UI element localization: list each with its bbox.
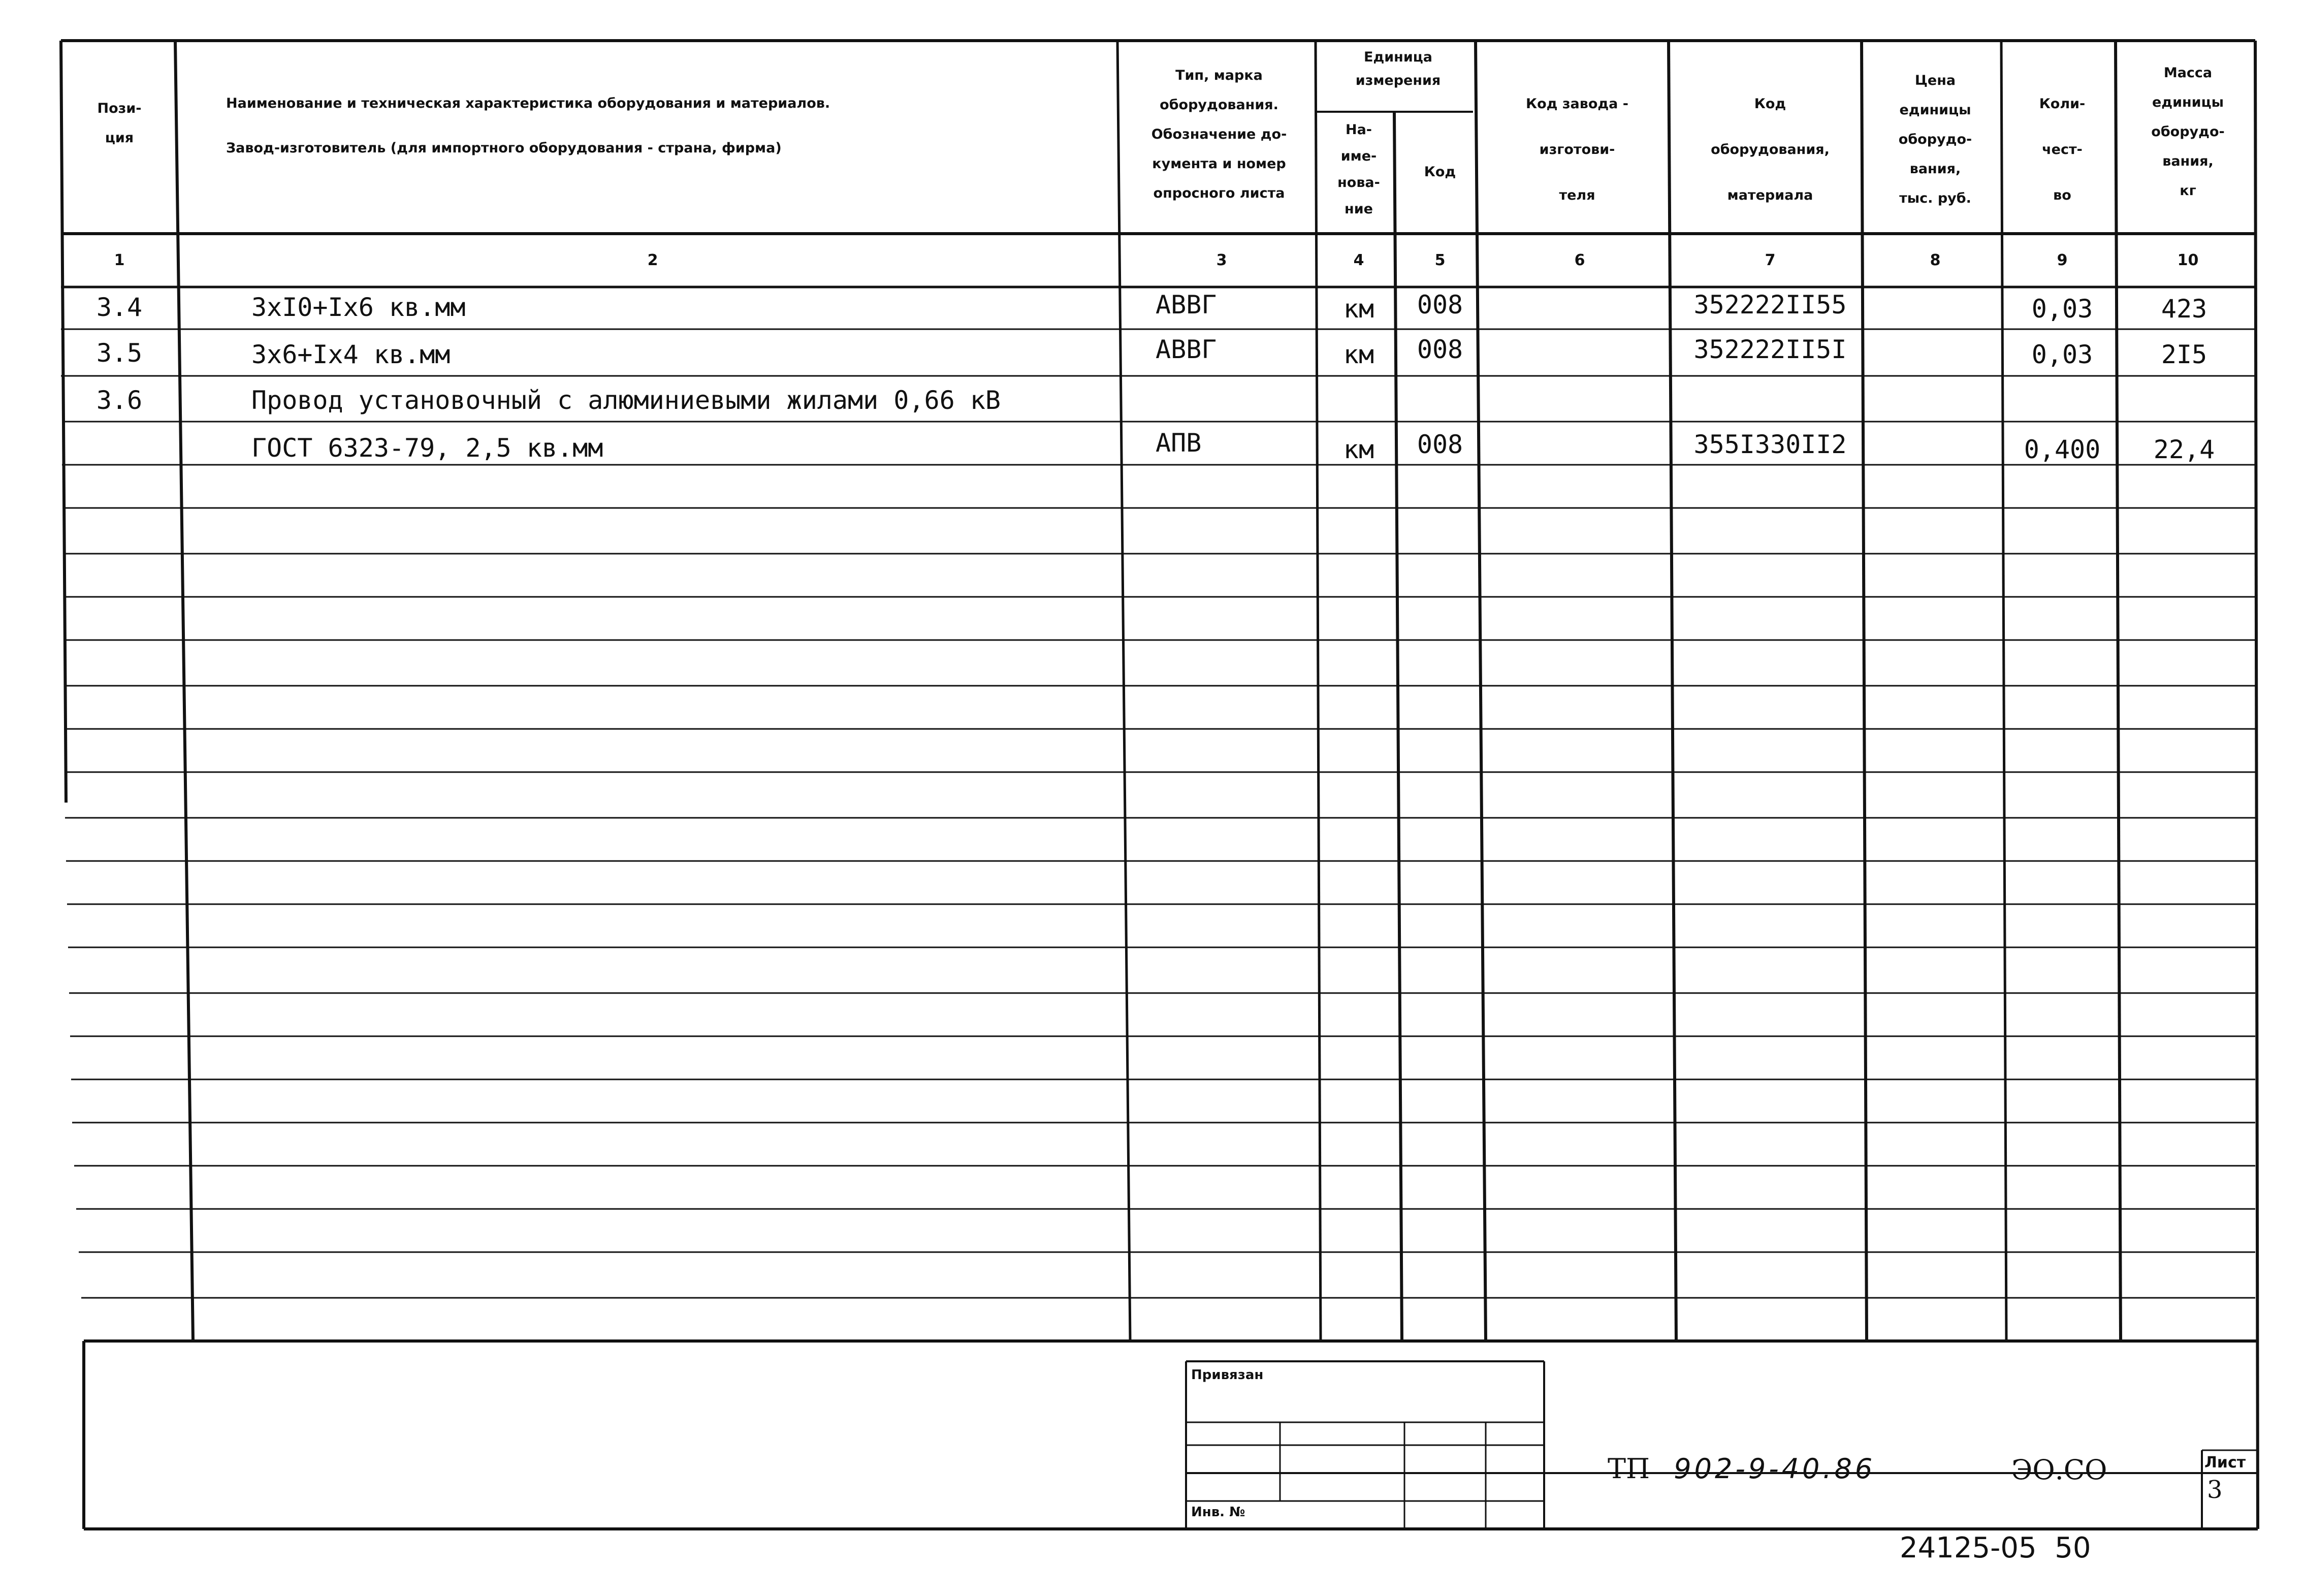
column-number: 3 — [1216, 251, 1227, 269]
cell-type: АВВГ — [1156, 290, 1217, 320]
cell-unit-code: 008 — [1417, 290, 1463, 320]
cell-position: 3.4 — [96, 293, 143, 322]
header-type-mark: Тип, марка оборудования. Обозначение до- кумента и номер опросного листа — [1151, 68, 1287, 201]
column-number: 9 — [2057, 251, 2068, 269]
cell-mass: 2I5 — [2161, 340, 2207, 369]
cell-unit-code: 008 — [1417, 430, 1463, 459]
cell-description: 3x6+Ix4 кв.мм — [251, 340, 451, 369]
column-number: 4 — [1353, 251, 1364, 269]
stamp-inventory-label: Инв. № — [1191, 1505, 1245, 1520]
header-description: Наименование и техническая характеристика оборудования и материалов. Завод-изготовитель (для импортного оборудования - страна, фирма) — [226, 95, 830, 156]
cell-material-code: 352222II55 — [1693, 290, 1847, 320]
cell-unit-name: км — [1343, 435, 1374, 464]
column-number: 10 — [2177, 251, 2199, 269]
cell-unit-code: 008 — [1417, 335, 1463, 364]
stamp-bound-label: Привязан — [1191, 1367, 1264, 1383]
header-position: Пози- ция — [97, 101, 142, 146]
column-number: 1 — [114, 251, 125, 269]
document-code — [1608, 1453, 1875, 1485]
cell-type: АВВГ — [1156, 335, 1217, 364]
header-material-code: Код оборудования, материала — [1711, 96, 1830, 203]
cell-description: 3xI0+Ix6 кв.мм — [251, 293, 466, 322]
header-unit-code: Код — [1424, 164, 1456, 180]
cell-description: ГОСТ 6323-79, 2,5 кв.мм — [251, 433, 603, 463]
cell-position: 3.6 — [96, 386, 143, 415]
cell-description: Провод установочный с алюминиевыми жилами 0,66 кВ — [251, 386, 1001, 415]
header-unit-group: Единица измерения — [1355, 49, 1441, 88]
cell-type: АПВ — [1156, 428, 1202, 458]
header-unit-price: Цена единицы оборудо- вания, тыс. руб. — [1898, 73, 1972, 206]
sheet-code: ЭО.СО — [2011, 1454, 2107, 1486]
header-quantity: Коли- чест- во — [2039, 96, 2086, 203]
column-number: 6 — [1574, 251, 1585, 269]
column-number: 7 — [1765, 251, 1776, 269]
cell-position: 3.5 — [96, 338, 143, 368]
cell-mass: 22,4 — [2153, 435, 2215, 464]
header-unit-name: На- име- нова- ние — [1337, 122, 1380, 217]
cell-quantity: 0,400 — [2024, 435, 2101, 464]
cell-unit-name: км — [1343, 340, 1374, 369]
cell-quantity: 0,03 — [2031, 340, 2093, 369]
cell-mass: 423 — [2161, 294, 2207, 324]
column-number: 8 — [1930, 251, 1941, 269]
cell-quantity: 0,03 — [2031, 294, 2093, 324]
header-factory-code: Код завода - изготови- теля — [1526, 96, 1628, 203]
cell-material-code: 355I330II2 — [1693, 430, 1847, 459]
document-prefix: ТП — [1608, 1453, 1650, 1485]
header-unit-mass: Масса единицы оборудо- вания, кг — [2151, 65, 2225, 199]
document-number: 902-9-40.86 — [1674, 1453, 1876, 1485]
sheet-number: 3 — [2207, 1476, 2223, 1504]
column-number: 2 — [647, 251, 658, 269]
cell-unit-name: км — [1343, 294, 1374, 324]
footer-mark: 24125-05 50 — [1900, 1531, 2091, 1565]
column-number: 5 — [1434, 251, 1446, 269]
sheet-label: Лист — [2204, 1454, 2246, 1472]
cell-material-code: 352222II5I — [1693, 335, 1847, 364]
